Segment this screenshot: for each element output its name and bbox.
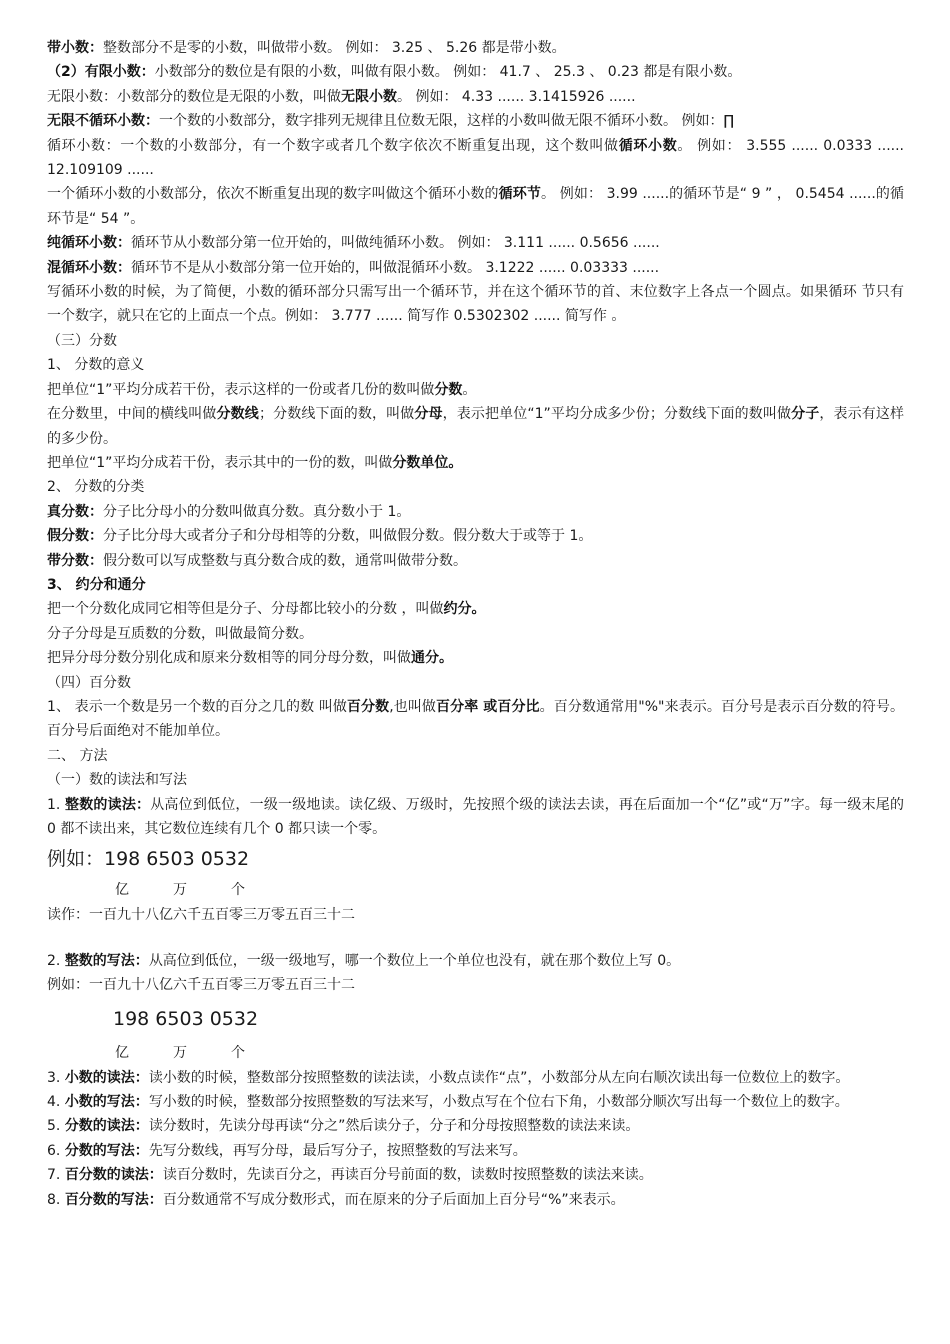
line-finite-decimal: [47, 60, 904, 84]
subheading-fraction-meaning: 1、 分数的意义: [47, 357, 145, 374]
term-nonrepeating-decimal: 无限不循环小数：: [47, 113, 159, 130]
paragraph-decimal-writing: [47, 1090, 904, 1114]
line-simplest-fraction: 分子分母是互质数的分数，叫做最简分数。: [47, 625, 313, 642]
line-text: ,也叫做: [389, 698, 437, 715]
line-text: 读小数的时候，整数部分按照整数的读法读，小数点读作“点”，小数部分从左向右顺次读出每一位数位上的数字。: [148, 1069, 850, 1086]
paragraph-repetend: [47, 182, 904, 231]
term-fraction: 分数: [434, 381, 463, 398]
term-fraction-reading: 分数的读法：: [64, 1118, 149, 1135]
line-text: 把异分母分数分别化成和原来分数相等的同分母分数，叫做: [47, 650, 411, 667]
line-text: 。 例如： 4.33 ...... 3.1415926 ......: [397, 88, 636, 105]
line-fraction-definition: [47, 378, 904, 402]
line-text: 1、 表示一个数是另一个数的百分之几的数 叫做: [47, 698, 347, 715]
line-mixed-repeating: [47, 256, 904, 280]
line-percent-writing: [47, 1188, 904, 1212]
unit-label: 亿: [115, 1044, 129, 1061]
paragraph-integer-reading: [47, 793, 904, 842]
paragraph-repeating-notation: [47, 280, 904, 329]
line-common-denominator: [47, 646, 904, 670]
term-percent-reading: 百分数的读法：: [64, 1167, 163, 1184]
term-finite-decimal: （2）有限小数：: [47, 64, 155, 81]
line-fraction-writing: [47, 1139, 904, 1163]
paragraph-decimal-reading: [47, 1066, 904, 1090]
heading-methods: 二、 方法: [47, 747, 108, 764]
item-number: 1.: [47, 796, 66, 813]
line-text: 一个循环小数的小数部分，依次不断重复出现的数字叫做这个循环小数的: [47, 186, 499, 203]
line-text: 。: [462, 381, 477, 398]
term-percentage: 百分率 或百分比: [436, 698, 540, 715]
example-number: 198 6503 0532: [113, 1007, 259, 1030]
term-fraction-writing: 分数的写法：: [64, 1142, 149, 1159]
line-text: 。百分数通常用"%"来表示。百分号是表示百分数的符号。 百分号后面绝对不能加单位。: [47, 698, 905, 740]
term-repeating-decimal: 循环小数: [618, 137, 678, 154]
line-text: 一个数的小数部分，数字排列无规律且位数无限，这样的小数叫做无限不循环小数。 例如：∏: [159, 113, 735, 130]
line-pure-repeating: [47, 231, 904, 255]
unit-label: 个: [231, 882, 245, 899]
term-percent: 百分数: [346, 698, 390, 715]
item-number: 8.: [47, 1191, 65, 1208]
term-common-denominator: 通分。: [411, 650, 453, 667]
line-text: 读百分数时，先读百分之，再读百分号前面的数，读数时按照整数的读法来读。: [162, 1167, 653, 1184]
paragraph-percent: [47, 695, 904, 744]
line-text: 循环节从小数部分第一位开始的，叫做纯循环小数。 例如： 3.111 ...... 0.5656 ......: [131, 235, 660, 252]
line-text: 假分数可以写成整数与真分数合成的数，通常叫做带分数。: [103, 552, 467, 569]
line-text: 把单位“1”平均分成若干份，表示这样的一份或者几份的数叫做: [47, 381, 435, 398]
heading-fractions: （三）分数: [47, 332, 117, 349]
line-fraction-reading: [47, 1114, 904, 1138]
unit-label: 个: [231, 1044, 245, 1061]
unit-labels: [47, 1040, 904, 1066]
line-mixed-decimal: [47, 36, 904, 60]
line-text: 循环节不是从小数部分第一位开始的，叫做混循环小数。 3.1222 ...... 0.03333 ......: [131, 259, 660, 276]
line-text: 从高位到低位，一级一级地写，哪一个数位上一个单位也没有，就在那个数位上写 0。: [148, 952, 681, 969]
line-infinite-decimal: [47, 85, 904, 109]
line-text: 整数部分不是零的小数，叫做带小数。 例如： 3.25 、 5.26 都是带小数。: [103, 40, 566, 56]
line-text: 从高位到低位，一级一级地读。读亿级、万级时，先按照个级的读法去读，再在后面加一个“亿”或“万”字。每一级末尾的 0 都不读出来，其它数位连续有几个 0 都只读一个零。: [47, 796, 905, 837]
item-number: 5.: [47, 1118, 65, 1135]
term-proper-fraction: 真分数：: [47, 503, 103, 520]
unit-label: 亿: [115, 882, 129, 899]
line-example-words: 例如：一百九十八亿六千五百零三万零五百三十二: [47, 977, 355, 994]
term-decimal-writing: 小数的写法：: [64, 1094, 149, 1111]
term-reduction: 约分。: [443, 601, 486, 618]
line-text: 分子比分母大或者分子和分母相等的分数，叫做假分数。假分数大于或等于 1。: [103, 528, 593, 545]
line-nonrepeating-decimal: [47, 109, 904, 133]
line-text: 在分数里，中间的横线叫做: [47, 406, 217, 423]
line-read-as: 读作：一百九十八亿六千五百零三万零五百三十二: [47, 907, 355, 924]
line-improper-fraction: [47, 524, 904, 548]
term-repetend: 循环节: [498, 186, 542, 203]
subheading-fraction-types: 2、 分数的分类: [47, 479, 145, 496]
blank-line: [47, 928, 904, 949]
line-text: 。 例如： 3.99 ......的循环节是“ 9 ” ， 0.5454 ......的循环节是“ 54 ”。: [47, 186, 905, 227]
unit-label: 万: [173, 1044, 187, 1061]
line-text: 把一个分数化成同它相等但是分子、分母都比较小的分数 ，叫做: [47, 601, 444, 618]
line-reduction: [47, 597, 904, 621]
line-text: 分子比分母小的分数叫做真分数。真分数小于 1。: [103, 503, 411, 520]
item-number: 6.: [47, 1142, 65, 1159]
line-text: 。 例如： 3.555 ...... 0.0333 ...... 12.109109 ......: [47, 137, 905, 179]
line-text: 先写分数线，再写分母，最后写分子，按照整数的写法来写。: [148, 1142, 527, 1159]
paragraph-repeating-decimal: [47, 134, 904, 183]
term-mixed-number: 带分数：: [47, 552, 103, 569]
term-mixed-decimal: 带小数：: [47, 40, 103, 56]
line-text: 写小数的时候，整数部分按照整数的写法来写，小数点写在个位右下角，小数部分顺次写出每一个数位上的数字。: [148, 1094, 849, 1111]
unit-label: 万: [173, 882, 187, 899]
term-numerator: 分子: [791, 406, 820, 423]
term-fraction-unit: 分数单位。: [392, 454, 463, 471]
line-text: 写循环小数的时候，为了简便，小数的循环部分只需写出一个循环节，并在这个循环节的首、末位数字上各点一个圆点。如果循环 节只有 一个数字，就只在它的上面点一个点。例如： 3.777 ...... 简写作 0.5302302 ...... 简写作 。: [47, 284, 904, 325]
paragraph-fraction-parts: [47, 402, 904, 451]
term-pure-repeating: 纯循环小数：: [47, 235, 131, 252]
term-improper-fraction: 假分数：: [47, 528, 103, 545]
example-number: 例如：198 6503 0532: [47, 848, 250, 871]
unit-labels: [47, 877, 904, 903]
term-integer-reading: 整数的读法：: [65, 796, 151, 813]
term-denominator: 分母: [414, 406, 443, 423]
term-mixed-repeating: 混循环小数：: [47, 259, 131, 276]
line-mixed-number: [47, 549, 904, 573]
line-fraction-unit: [47, 451, 904, 475]
heading-percent: （四）百分数: [47, 674, 131, 691]
line-text: ，表示把单位“1”平均分成多少份；分数线下面的数叫做: [442, 406, 792, 423]
line-text: 读分数时，先读分母再读“分之”然后读分子，分子和分母按照整数的读法来读。: [148, 1118, 640, 1135]
line-proper-fraction: [47, 500, 904, 524]
subheading-reduce-common: 3、 约分和通分: [47, 576, 146, 593]
term-integer-writing: 整数的写法：: [64, 952, 149, 969]
item-number: 4.: [47, 1094, 65, 1111]
line-text: ；分数线下面的数，叫做: [258, 406, 415, 423]
term-percent-writing: 百分数的写法：: [64, 1191, 163, 1208]
item-number: 3.: [47, 1069, 65, 1086]
line-text: 百分数通常不写成分数形式，而在原来的分子后面加上百分号“%”来表示。: [162, 1191, 625, 1208]
line-text: 把单位“1”平均分成若干份，表示其中的一份的数，叫做: [47, 454, 393, 471]
item-number: 2.: [47, 952, 65, 969]
line-integer-writing: [47, 949, 904, 973]
term-infinite-decimal: 无限小数: [341, 88, 397, 105]
line-text: ，表示有这样的多少份。: [47, 406, 905, 447]
item-number: 7.: [47, 1167, 65, 1184]
term-fraction-bar: 分数线: [216, 406, 259, 423]
line-text: 无限小数：小数部分的数位是无限的小数，叫做: [47, 88, 341, 105]
line-percent-reading: [47, 1163, 904, 1187]
line-text: 小数部分的数位是有限的小数，叫做有限小数。 例如： 41.7 、 25.3 、 0.23 都是有限小数。: [154, 64, 742, 81]
term-decimal-reading: 小数的读法：: [64, 1069, 149, 1086]
heading-read-write: （一）数的读法和写法: [47, 772, 187, 789]
line-text: 循环小数：一个数的小数部分，有一个数字或者几个数字依次不断重复出现，这个数叫做: [47, 137, 619, 154]
